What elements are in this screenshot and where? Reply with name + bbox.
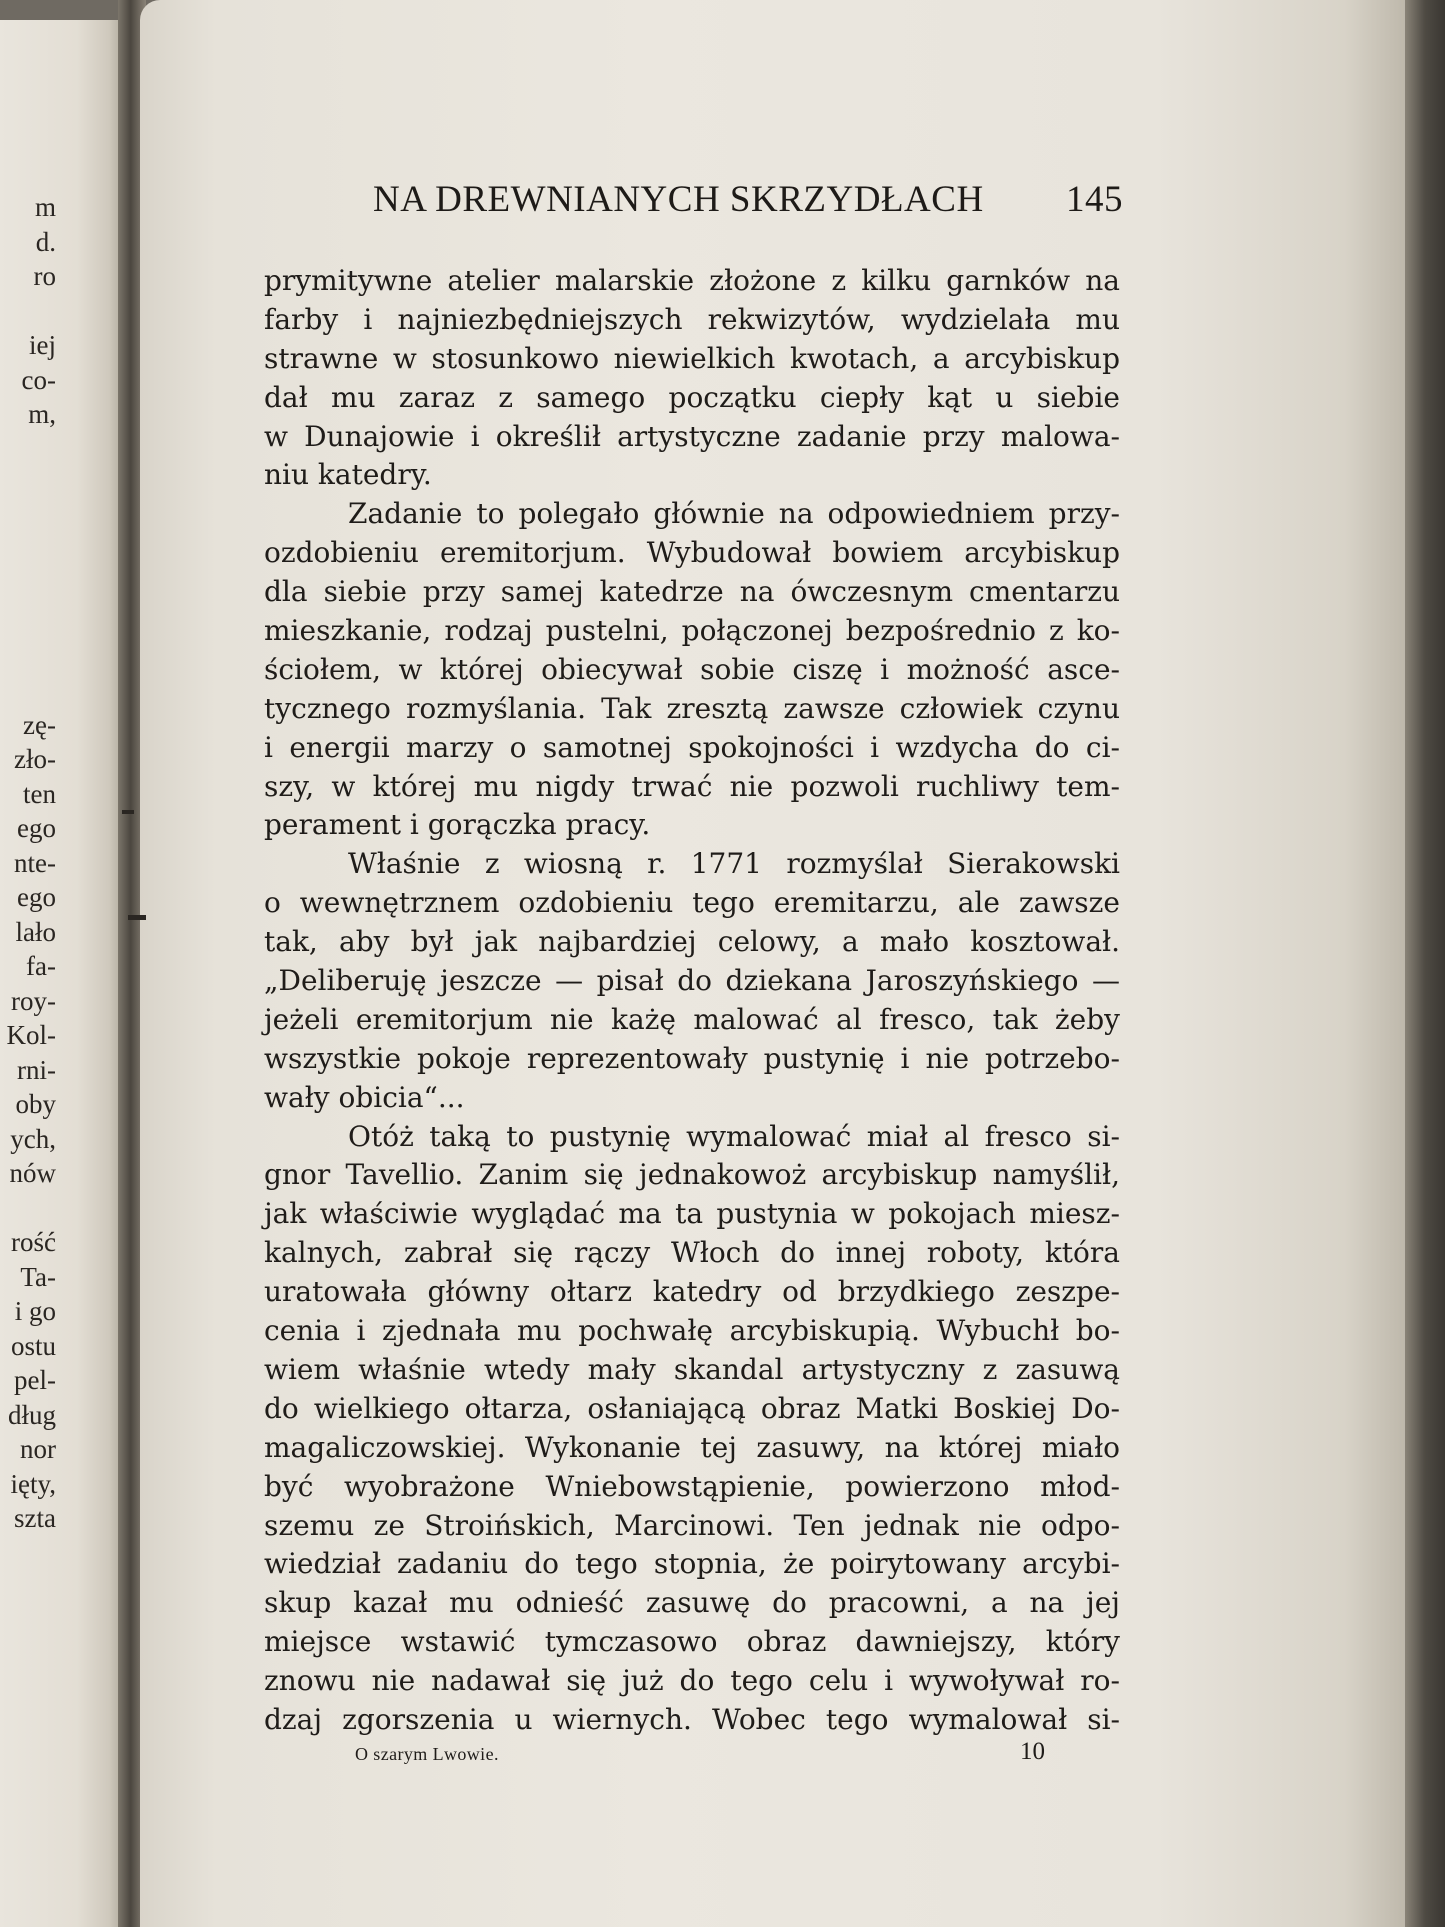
printer-signature: 10 [1020,1738,1045,1765]
left-page-fragment: dług [7,1399,56,1430]
left-page-fragment: ro [33,261,56,291]
text-line: farby i najniezbędniejszych rekwizytów, wydzielała mu [264,302,1120,336]
left-page-fragment: ych, [10,1123,56,1154]
running-header [373,178,1123,228]
text-line: być wyobrażone Wniebowstąpienie, powierzono młod- [264,1469,1120,1503]
text-line: skup kazał mu odnieść zasuwę do pracowni, a na jej [264,1586,1120,1620]
margin-mark [122,810,134,814]
text-line: tak, aby był jak najbardziej celowy, a mało kosztował. [264,925,1120,959]
text-line: mieszkanie, rodzaj pustelni, połączonej bezpośrednio z ko- [264,614,1120,648]
text-line: magaliczowskiej. Wykonanie tej zasuwy, na której miało [264,1430,1120,1464]
text-line: w Dunajowie i określił artystyczne zadanie przy malowa- [264,419,1120,453]
text-line: niu katedry. [264,458,432,492]
text-line: wszystkie pokoje reprezentowały pustynię i nie potrzebo- [264,1041,1120,1075]
left-page-fragment: nów [9,1158,56,1188]
left-page-fragment: i go [14,1296,56,1326]
text-line: tycznego rozmyślania. Tak zresztą zawsze człowiek czynu [264,691,1120,725]
left-page-fragment: d. [35,226,56,257]
text-line: wiem właśnie wtedy mały skandal artystyczny z zasuwą [264,1352,1120,1386]
text-line: Otóż taką to pustynię wymalować miał al fresco si- [348,1119,1120,1153]
text-line: miejsce wstawić tymczasowo obraz dawniejszy, który [264,1625,1120,1659]
page-footer [355,1738,1045,1770]
text-line: wały obicia“... [264,1080,465,1114]
left-neighbor-page [0,20,128,1927]
left-page-fragment: Kol- [6,1020,56,1050]
text-line: perament i gorączka pracy. [264,808,651,842]
text-line: jak właściwie wyglądać ma ta pustynia w pokojach miesz- [264,1197,1120,1231]
text-line: znowu nie nadawał się już do tego celu i wywoływał ro- [264,1664,1120,1698]
left-page-fragment: lało [15,916,56,947]
text-line: ściołem, w której obiecywał sobie ciszę i możność asce- [264,652,1120,686]
text-line: cenia i zjednała mu pochwałę arcybiskupią. Wybuchł bo- [264,1314,1120,1348]
left-page-fragment: ten [23,778,56,809]
chapter-title: NA DREWNIANYCH SKRZYDŁACH [373,179,984,220]
text-line: do wielkiego ołtarza, osłaniającą obraz Matki Boskiej Do- [264,1391,1120,1425]
text-line: dał mu zaraz z samego początku ciepły kąt u siebie [264,380,1120,414]
text-line: dla siebie przy samej katedrze na ówczesnym cmentarzu [264,575,1120,609]
text-line: dzaj zgorszenia u wiernych. Wobec tego wymalował si- [264,1702,1120,1736]
left-page-fragment: oby [15,1089,56,1119]
left-page-fragment: zę- [23,709,56,740]
left-page-fragment: co- [21,364,56,395]
left-page-fragment: pel- [14,1365,56,1395]
left-page-fragment: ego [17,813,56,843]
left-page-fragment: szta [14,1503,56,1533]
left-page-fragment: nte- [14,847,56,878]
body-text [264,262,1120,1740]
text-line: „Deliberuję jeszcze — pisał do dziekana Jaroszyńskiego — [264,964,1120,998]
left-page-fragment: roy- [11,985,56,1016]
left-page-fragment: ięty, [10,1468,56,1499]
text-line: wiedział zadaniu do tego stopnia, że poirytowany arcybi- [264,1547,1120,1581]
text-line: szemu ze Stroińskich, Marcinowi. Ten jednak nie odpo- [264,1508,1120,1542]
left-page-fragment: rość [11,1227,56,1257]
left-page-fragment: m, [28,399,56,429]
left-page-fragment: fa- [26,951,56,981]
text-line: strawne w stosunkowo niewielkich kwotach, a arcybiskup [264,341,1120,375]
text-line: Właśnie z wiosną r. 1771 rozmyślał Sierakowski [348,847,1120,881]
text-line: prymitywne atelier malarskie złożone z kilku garnków na [264,264,1120,297]
footer-source: O szarym Lwowie. [355,1744,499,1764]
book-right-edge [1405,0,1445,1927]
left-page-fragment: zło- [14,744,56,774]
left-page-fragment: m [34,192,56,222]
margin-mark [128,915,146,920]
text-line: szy, w której mu nigdy trwać nie pozwoli ruchliwy tem- [264,769,1120,803]
left-page-fragment: nor [20,1434,56,1464]
text-line: i energii marzy o samotnej spokojności i wzdycha do ci- [264,730,1120,764]
left-page-fragment: Ta- [20,1261,56,1292]
text-line: ozdobieniu eremitorjum. Wybudował bowiem arcybiskup [264,536,1120,570]
text-line: o wewnętrznem ozdobieniu tego eremitarzu, ale zawsze [264,886,1120,920]
text-line: jeżeli eremitorjum nie każę malować al fresco, tak żeby [264,1002,1120,1036]
left-page-fragment: iej [29,330,56,360]
text-line: gnor Tavellio. Zanim się jednakowoż arcybiskup namyślił, [264,1158,1120,1192]
left-page-fragment: ego [17,882,56,912]
left-page-fragment: ostu [10,1330,56,1361]
page-number: 145 [1066,179,1123,220]
text-line: Zadanie to polegało głównie na odpowiedniem przy- [348,497,1120,531]
text-line: kalnych, zabrał się rączy Włoch do innej roboty, która [264,1236,1120,1270]
text-line: uratowała główny ołtarz katedry od brzydkiego zeszpe- [264,1275,1120,1309]
left-page-fragment: rni- [17,1054,56,1085]
